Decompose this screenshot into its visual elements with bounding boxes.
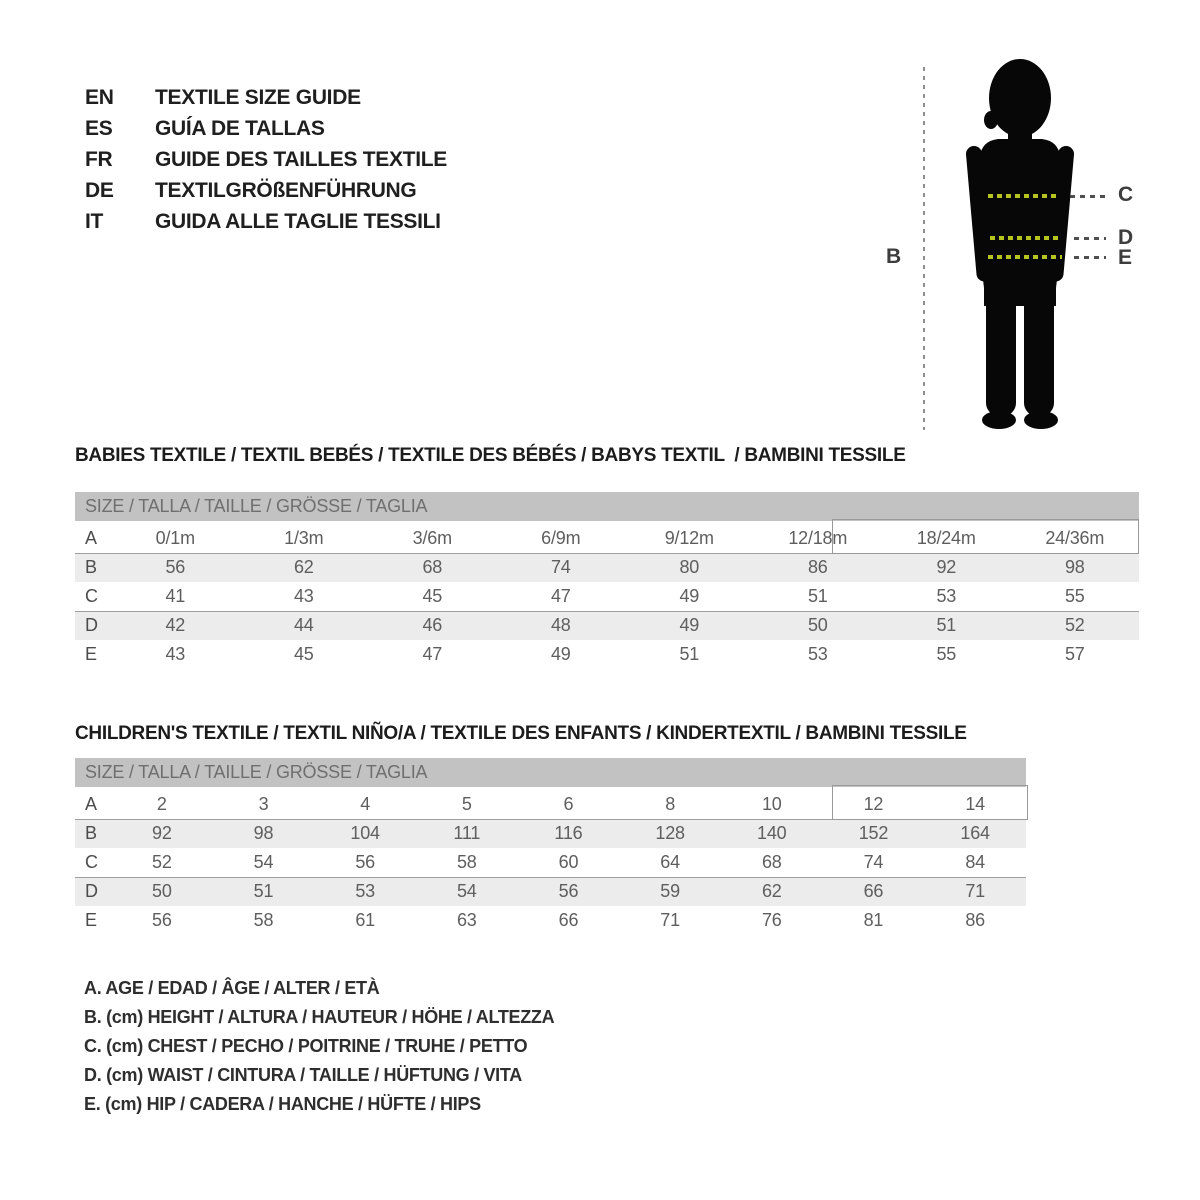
cell-value: 86 (924, 906, 1026, 935)
cell-value: 18/24m (882, 524, 1011, 553)
chest-measure-label: C (1118, 183, 1134, 206)
cell-value: 55 (1011, 582, 1140, 611)
cell-value: 2 (111, 790, 213, 819)
cell-value: 53 (882, 582, 1011, 611)
cell-value: 60 (518, 848, 620, 877)
babies-section-heading: BABIES TEXTILE / TEXTIL BEBÉS / TEXTILE DES BÉBÉS / BABYS TEXTIL / BAMBINI TESSILE (75, 445, 906, 466)
chest-measure-dots (988, 194, 1058, 198)
lang-row-en (85, 82, 447, 113)
measurement-legend (84, 974, 554, 1119)
row-label: D (75, 877, 111, 906)
cell-value: 47 (368, 640, 497, 669)
cell-value: 84 (924, 848, 1026, 877)
row-label: E (75, 906, 111, 935)
cell-value: 6/9m (497, 524, 626, 553)
row-label: D (75, 611, 111, 640)
cell-value: 14 (924, 790, 1026, 819)
waist-measure-extension (1074, 237, 1106, 240)
table-row (75, 819, 1026, 848)
row-label: B (75, 553, 111, 582)
row-label: C (75, 848, 111, 877)
cell-value: 44 (240, 611, 369, 640)
hip-measure-dots (988, 255, 1062, 259)
row-label: C (75, 582, 111, 611)
table-row (75, 848, 1026, 877)
table-row (75, 611, 1139, 640)
guide-title: GUÍA DE TALLAS (155, 117, 325, 140)
children-size-highlight-box (832, 785, 1028, 820)
cell-value: 64 (619, 848, 721, 877)
cell-value: 140 (721, 819, 823, 848)
row-label: B (75, 819, 111, 848)
lang-row-fr (85, 144, 447, 175)
table-row (75, 640, 1139, 669)
cell-value: 58 (213, 906, 315, 935)
cell-value: 71 (924, 877, 1026, 906)
cell-value: 49 (625, 582, 754, 611)
lang-code: FR (85, 148, 113, 171)
legend-height: B. (cm) HEIGHT / ALTURA / HAUTEUR / HÖHE / ALTEZZA (84, 1007, 555, 1027)
cell-value: 6 (518, 790, 620, 819)
lang-code: ES (85, 117, 113, 140)
cell-value: 54 (416, 877, 518, 906)
child-silhouette-graphic (950, 56, 1090, 436)
cell-value: 43 (111, 640, 240, 669)
cell-value: 47 (497, 582, 626, 611)
cell-value: 10 (721, 790, 823, 819)
cell-value: 104 (314, 819, 416, 848)
guide-title: TEXTILGRÖßENFÜHRUNG (155, 179, 417, 202)
cell-value: 41 (111, 582, 240, 611)
height-measure-dashed-line (923, 67, 925, 430)
cell-value: 49 (497, 640, 626, 669)
cell-value: 56 (111, 553, 240, 582)
children-size-header-band: SIZE / TALLA / TAILLE / GRÖSSE / TAGLIA (75, 758, 1026, 787)
hip-measure-label: E (1118, 246, 1133, 269)
legend-age: A. AGE / EDAD / ÂGE / ALTER / ETÀ (84, 978, 380, 998)
cell-value: 92 (882, 553, 1011, 582)
legend-chest: C. (cm) CHEST / PECHO / POITRINE / TRUHE / PETTO (84, 1036, 528, 1056)
cell-value: 8 (619, 790, 721, 819)
row-label: A (75, 524, 111, 553)
cell-value: 0/1m (111, 524, 240, 553)
table-row (75, 877, 1026, 906)
hip-measure-extension (1074, 256, 1106, 259)
cell-value: 80 (625, 553, 754, 582)
cell-value: 51 (754, 582, 883, 611)
cell-value: 68 (368, 553, 497, 582)
cell-value: 116 (518, 819, 620, 848)
cell-value: 74 (823, 848, 925, 877)
cell-value: 12/18m (754, 524, 883, 553)
lang-code: DE (85, 179, 114, 202)
cell-value: 49 (625, 611, 754, 640)
cell-value: 54 (213, 848, 315, 877)
cell-value: 55 (882, 640, 1011, 669)
cell-value: 4 (314, 790, 416, 819)
cell-value: 53 (754, 640, 883, 669)
cell-value: 5 (416, 790, 518, 819)
babies-size-highlight-box (832, 519, 1139, 554)
waist-measure-label: D (1118, 226, 1134, 249)
cell-value: 45 (368, 582, 497, 611)
cell-value: 164 (924, 819, 1026, 848)
cell-value: 51 (625, 640, 754, 669)
table-row (75, 582, 1139, 611)
babies-size-header-band: SIZE / TALLA / TAILLE / GRÖSSE / TAGLIA (75, 492, 1139, 521)
height-measure-label: B (886, 245, 902, 268)
cell-value: 68 (721, 848, 823, 877)
cell-value: 76 (721, 906, 823, 935)
cell-value: 12 (823, 790, 925, 819)
row-label: E (75, 640, 111, 669)
cell-value: 66 (518, 906, 620, 935)
legend-hip: E. (cm) HIP / CADERA / HANCHE / HÜFTE / HIPS (84, 1094, 481, 1114)
cell-value: 9/12m (625, 524, 754, 553)
cell-value: 51 (882, 611, 1011, 640)
cell-value: 48 (497, 611, 626, 640)
waist-measure-dots (990, 236, 1060, 240)
cell-value: 111 (416, 819, 518, 848)
cell-value: 56 (518, 877, 620, 906)
cell-value: 128 (619, 819, 721, 848)
cell-value: 46 (368, 611, 497, 640)
cell-value: 51 (213, 877, 315, 906)
cell-value: 45 (240, 640, 369, 669)
cell-value: 66 (823, 877, 925, 906)
cell-value: 56 (314, 848, 416, 877)
cell-value: 3/6m (368, 524, 497, 553)
guide-title: GUIDA ALLE TAGLIE TESSILI (155, 210, 441, 233)
table-row (75, 906, 1026, 935)
lang-row-es (85, 113, 447, 144)
guide-title: GUIDE DES TAILLES TEXTILE (155, 148, 447, 171)
language-title-list (85, 82, 447, 237)
cell-value: 52 (1011, 611, 1140, 640)
cell-value: 61 (314, 906, 416, 935)
cell-value: 81 (823, 906, 925, 935)
lang-row-it (85, 206, 447, 237)
cell-value: 57 (1011, 640, 1140, 669)
cell-value: 24/36m (1011, 524, 1140, 553)
cell-value: 42 (111, 611, 240, 640)
cell-value: 74 (497, 553, 626, 582)
cell-value: 50 (111, 877, 213, 906)
cell-value: 62 (240, 553, 369, 582)
cell-value: 58 (416, 848, 518, 877)
children-section-heading: CHILDREN'S TEXTILE / TEXTIL NIÑO/A / TEXTILE DES ENFANTS / KINDERTEXTIL / BAMBINI TESSILE (75, 723, 967, 744)
cell-value: 62 (721, 877, 823, 906)
cell-value: 86 (754, 553, 883, 582)
cell-value: 1/3m (240, 524, 369, 553)
cell-value: 71 (619, 906, 721, 935)
lang-row-de (85, 175, 447, 206)
cell-value: 98 (1011, 553, 1140, 582)
chest-measure-extension (1070, 195, 1106, 198)
row-label: A (75, 790, 111, 819)
cell-value: 52 (111, 848, 213, 877)
lang-code: EN (85, 86, 114, 109)
cell-value: 98 (213, 819, 315, 848)
cell-value: 92 (111, 819, 213, 848)
guide-title: TEXTILE SIZE GUIDE (155, 86, 361, 109)
table-row (75, 553, 1139, 582)
lang-code: IT (85, 210, 104, 233)
cell-value: 59 (619, 877, 721, 906)
cell-value: 43 (240, 582, 369, 611)
cell-value: 63 (416, 906, 518, 935)
cell-value: 50 (754, 611, 883, 640)
cell-value: 3 (213, 790, 315, 819)
cell-value: 56 (111, 906, 213, 935)
legend-waist: D. (cm) WAIST / CINTURA / TAILLE / HÜFTUNG / VITA (84, 1065, 522, 1085)
cell-value: 53 (314, 877, 416, 906)
cell-value: 152 (823, 819, 925, 848)
